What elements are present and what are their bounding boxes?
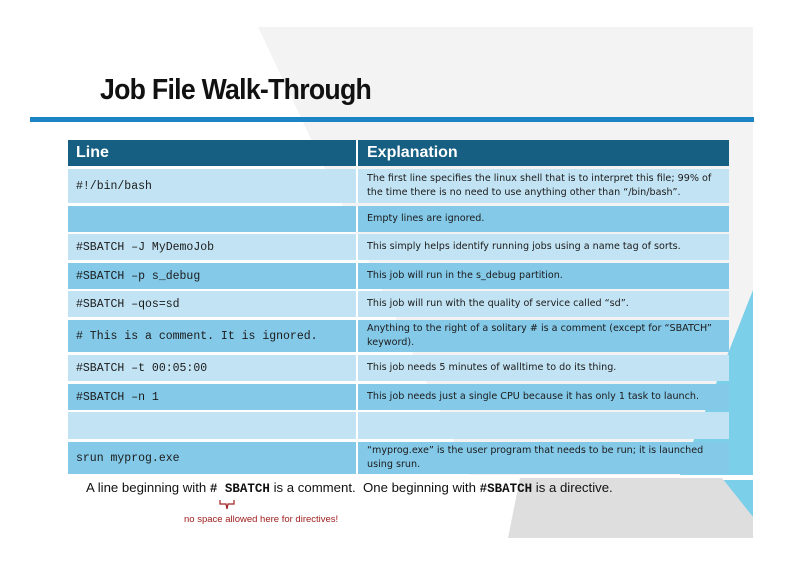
table-row xyxy=(68,442,729,474)
table-row xyxy=(68,263,729,289)
brace-icon xyxy=(219,499,235,511)
header-line: Line xyxy=(68,140,358,166)
line-cell xyxy=(68,206,358,232)
line-cell xyxy=(68,412,358,439)
explanation-cell: The first line specifies the linux shell that is to interpret this file; 99% of the time there is no need to use anything other than “/bin/bash”. xyxy=(367,173,712,198)
line-cell: #SBATCH –t 00:05:00 xyxy=(68,355,358,381)
explanation-cell: “myprog.exe” is the user program that needs to be run; it is launched using srun. xyxy=(367,445,704,470)
table-row xyxy=(68,412,729,439)
table-row xyxy=(68,320,729,352)
line-cell: #!/bin/bash xyxy=(68,169,358,203)
line-cell: #SBATCH –qos=sd xyxy=(68,291,358,317)
table-row xyxy=(68,234,729,260)
footnote-text-3: is a directive. xyxy=(532,480,613,495)
line-cell: # This is a comment. It is ignored. xyxy=(68,320,358,352)
page-title: Job File Walk-Through xyxy=(100,74,372,106)
header-explanation: Explanation xyxy=(367,144,458,161)
footnote-code-comment: # SBATCH xyxy=(209,482,270,496)
explanation-cell: This job needs just a single CPU because it has only 1 task to launch. xyxy=(367,391,700,402)
explanation-cell: This job will run in the s_debug partition. xyxy=(367,270,563,281)
line-cell: #SBATCH –J MyDemoJob xyxy=(68,234,358,260)
table-row xyxy=(68,206,729,232)
explanation-cell: This job needs 5 minutes of walltime to do its thing. xyxy=(367,362,617,373)
explanation-cell: Anything to the right of a solitary # is a comment (except for “SBATCH” keyword). xyxy=(367,323,712,348)
explanation-cell: This job will run with the quality of service called “sd”. xyxy=(367,298,629,309)
table-header-row xyxy=(68,140,729,166)
line-cell: #SBATCH –n 1 xyxy=(68,384,358,410)
explanation-cell xyxy=(358,412,729,439)
footnote-text-1: A line beginning with xyxy=(86,480,210,495)
table-row xyxy=(68,291,729,317)
table-row xyxy=(68,384,729,410)
footnote-text-2: is a comment. One beginning with xyxy=(269,480,480,495)
title-divider xyxy=(30,117,754,122)
line-cell: #SBATCH –p s_debug xyxy=(68,263,358,289)
explanation-cell: This simply helps identify running jobs using a name tag of sorts. xyxy=(367,241,681,252)
footnote xyxy=(86,480,613,496)
annotation-note: no space allowed here for directives! xyxy=(184,514,339,525)
line-cell: srun myprog.exe xyxy=(68,442,358,474)
table-row xyxy=(68,169,729,203)
explanation-cell: Empty lines are ignored. xyxy=(367,213,485,224)
table-row xyxy=(68,355,729,381)
footnote-code-directive: #SBATCH xyxy=(479,482,533,496)
